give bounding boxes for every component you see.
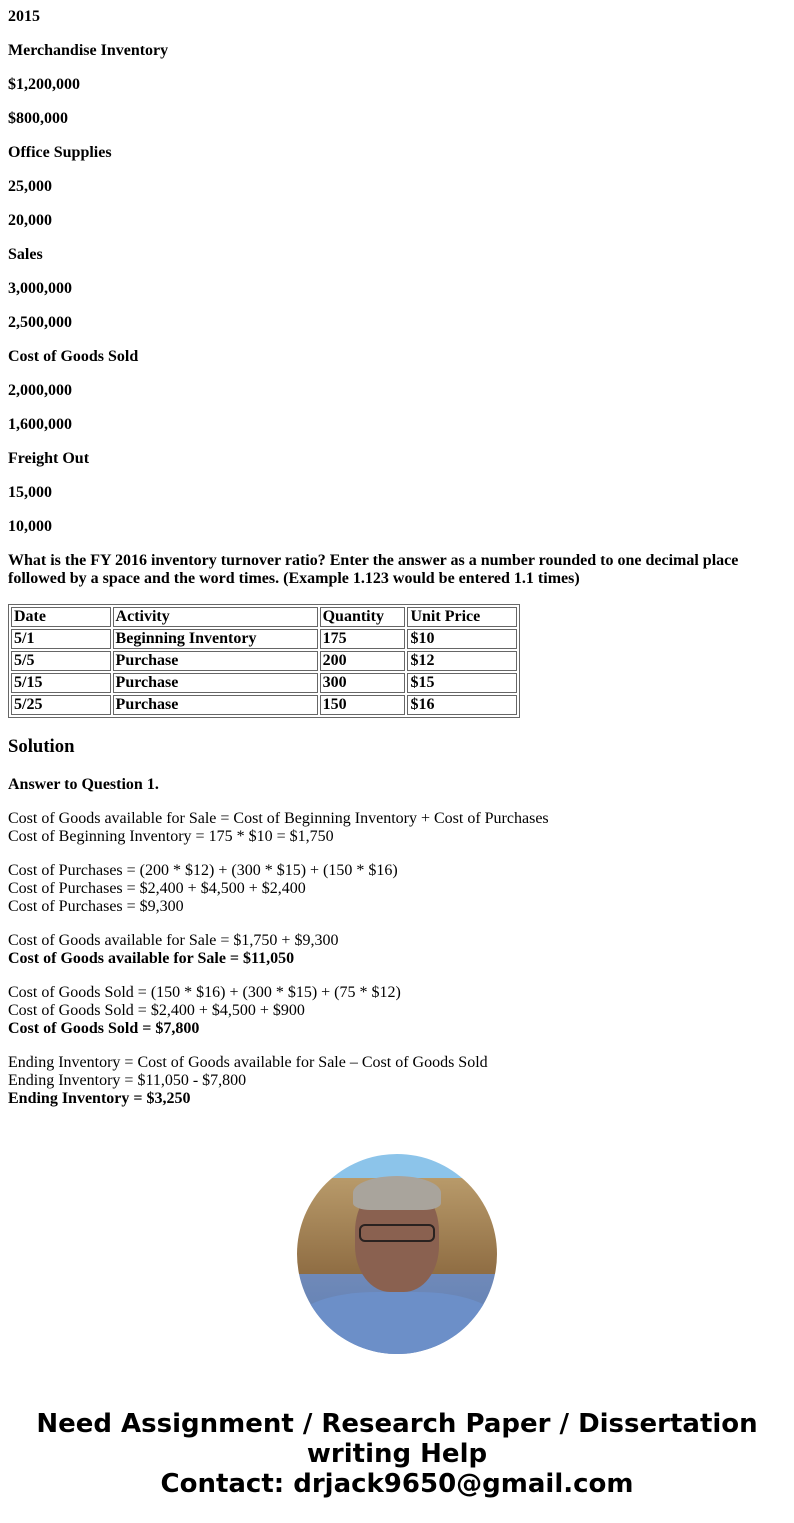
table-cell: $10 [407, 629, 517, 649]
solution-paragraph [8, 862, 786, 916]
header-item: Office Supplies [8, 144, 112, 161]
header-item: 3,000,000 [8, 280, 72, 297]
header-item: Freight Out [8, 450, 90, 467]
header-item: 2,000,000 [8, 382, 72, 399]
solution-paragraph [8, 984, 786, 1038]
header-item: Sales [8, 246, 43, 263]
table-cell: 175 [320, 629, 406, 649]
header-item: 2015 [8, 8, 40, 25]
table-row [11, 695, 517, 715]
table-cell: Purchase [113, 695, 318, 715]
author-photo [297, 1154, 497, 1354]
header-item: 1,600,000 [8, 416, 72, 433]
header-item: 10,000 [8, 518, 52, 535]
table-row [11, 673, 517, 693]
table-cell: 200 [320, 651, 406, 671]
table-cell: $16 [407, 695, 517, 715]
table-cell: 5/1 [11, 629, 111, 649]
inventory-table [8, 604, 520, 718]
question-text: What is the FY 2016 inventory turnover ratio? Enter the answer as a number rounded to one decimal place followed by a space and the word times. (Example 1.123 would be entered 1.1 times) [8, 552, 739, 587]
promo-line-1: Need Assignment / Research Paper / Dissertation writing Help [36, 1409, 758, 1469]
solution-line: Cost of Beginning Inventory = 175 * $10 = $1,750 [8, 828, 334, 845]
solution-line: Cost of Goods available for Sale = Cost of Beginning Inventory + Cost of Purchases [8, 810, 549, 827]
solution-line: Cost of Purchases = (200 * $12) + (300 * $15) + (150 * $16) [8, 862, 398, 879]
header-item: Cost of Goods Sold [8, 348, 139, 365]
table-cell: Date [11, 607, 111, 627]
table-cell: Activity [113, 607, 318, 627]
promo-banner [8, 1409, 786, 1499]
table-cell: 5/5 [11, 651, 111, 671]
header-item: Merchandise Inventory [8, 42, 169, 59]
solution-line: Ending Inventory = Cost of Goods available for Sale – Cost of Goods Sold [8, 1054, 488, 1071]
solution-paragraph [8, 1054, 786, 1108]
solution-line: Cost of Purchases = $2,400 + $4,500 + $2,400 [8, 880, 306, 897]
solution-line: Cost of Goods Sold = (150 * $16) + (300 * $15) + (75 * $12) [8, 984, 401, 1001]
solution-result-line: Ending Inventory = $3,250 [8, 1090, 191, 1107]
solution-line: Ending Inventory = $11,050 - $7,800 [8, 1072, 247, 1089]
table-cell: Purchase [113, 651, 318, 671]
table-row [11, 629, 517, 649]
solution-line: Cost of Goods available for Sale = $1,750 + $9,300 [8, 932, 339, 949]
table-cell: Beginning Inventory [113, 629, 318, 649]
header-items [8, 8, 786, 536]
header-item: 25,000 [8, 178, 52, 195]
table-cell: 5/15 [11, 673, 111, 693]
promo-contact: Contact: drjack9650@gmail.com [160, 1469, 634, 1499]
table-cell: 300 [320, 673, 406, 693]
answer-title: Answer to Question 1. [8, 776, 159, 793]
table-cell: Unit Price [407, 607, 517, 627]
solution-line: Cost of Goods Sold = $2,400 + $4,500 + $900 [8, 1002, 305, 1019]
table-cell: Purchase [113, 673, 318, 693]
solution-line: Cost of Purchases = $9,300 [8, 898, 184, 915]
solution-heading: Solution [8, 736, 75, 757]
solution-result-line: Cost of Goods available for Sale = $11,050 [8, 950, 295, 967]
solution-result-line: Cost of Goods Sold = $7,800 [8, 1020, 200, 1037]
solution-paragraph [8, 810, 786, 846]
table-header-row [11, 607, 517, 627]
header-item: $1,200,000 [8, 76, 80, 93]
header-item: 2,500,000 [8, 314, 72, 331]
solution-blocks [8, 810, 786, 1108]
table-cell: 150 [320, 695, 406, 715]
table-cell: 5/25 [11, 695, 111, 715]
table-row [11, 651, 517, 671]
header-item: 20,000 [8, 212, 52, 229]
table-cell: $15 [407, 673, 517, 693]
header-item: 15,000 [8, 484, 52, 501]
table-cell: Quantity [320, 607, 406, 627]
solution-paragraph [8, 932, 786, 968]
header-item: $800,000 [8, 110, 68, 127]
table-cell: $12 [407, 651, 517, 671]
